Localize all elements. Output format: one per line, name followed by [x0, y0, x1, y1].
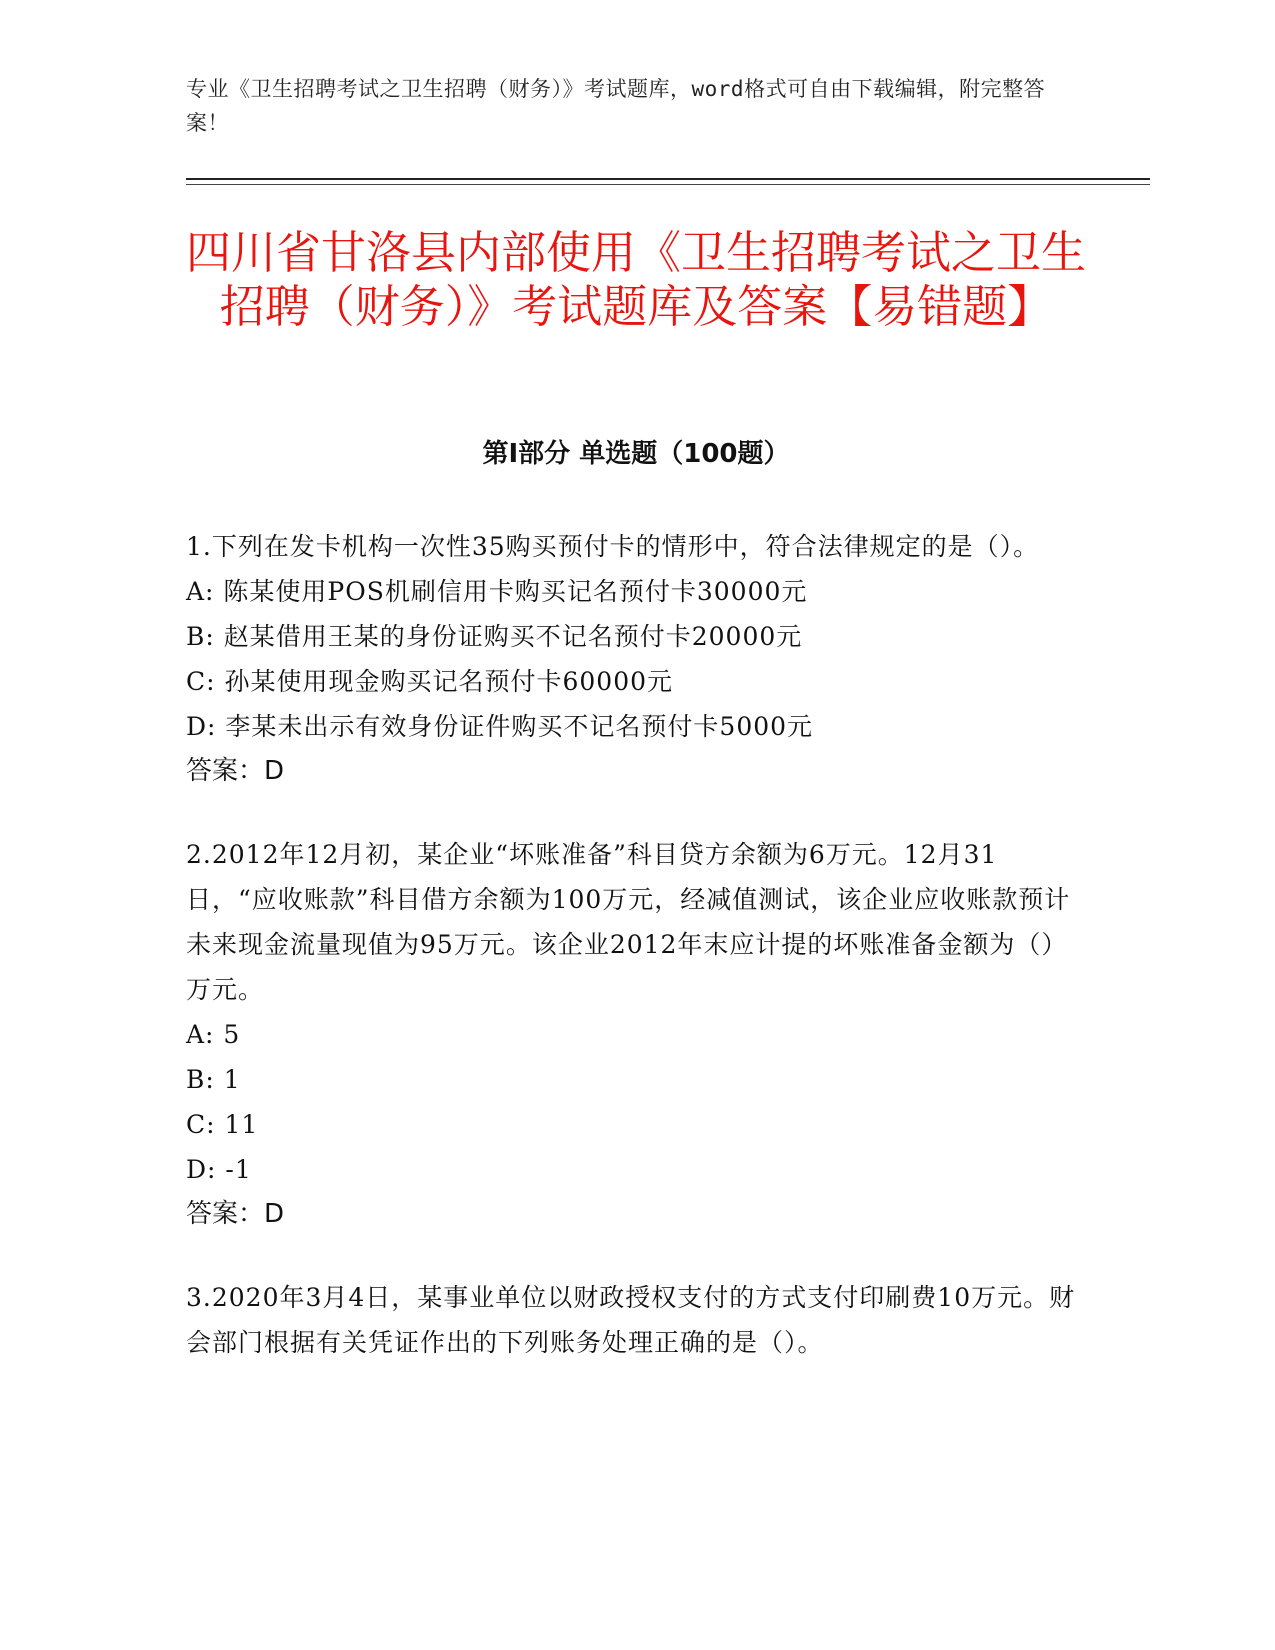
document-title: 四川省甘洛县内部使用《卫生招聘考试之卫生招聘（财务）》考试题库及答案【易错题】 — [186, 226, 1087, 333]
option-c: C: 11 — [186, 1110, 259, 1139]
question-2 — [186, 832, 1086, 1237]
question-3 — [186, 1275, 1086, 1365]
option-a: A: 陈某使用POS机刷信用卡购买记名预付卡30000元 — [186, 577, 808, 606]
question-list — [186, 524, 1086, 1403]
option-c: C: 孙某使用现金购买记名预付卡60000元 — [186, 667, 674, 696]
option-d: D: -1 — [186, 1155, 252, 1184]
option-d: D: 李某未出示有效身份证件购买不记名预付卡5000元 — [186, 712, 814, 741]
question-1 — [186, 524, 1086, 794]
header-divider-thin — [186, 184, 1150, 185]
answer: 答案：D — [186, 1199, 285, 1229]
option-b: B: 1 — [186, 1065, 241, 1094]
answer: 答案：D — [186, 756, 285, 786]
header-note: 专业《卫生招聘考试之卫生招聘（财务）》考试题库，word格式可自由下载编辑，附完整答案！ — [186, 77, 1046, 135]
question-stem: 1.下列在发卡机构一次性35购买预付卡的情形中，符合法律规定的是（）。 — [186, 532, 1040, 561]
option-a: A: 5 — [186, 1020, 241, 1049]
option-b: B: 赵某借用王某的身份证购买不记名预付卡20000元 — [186, 622, 803, 651]
question-stem: 2.2012年12月初，某企业“坏账准备”科目贷方余额为6万元。12月31日，“应收账款”科目借方余额为100万元，经减值测试，该企业应收账款预计未来现金流量现值为95万元。该企业2012年末应计提的坏账准备金额为（）万元。 — [186, 840, 1071, 1004]
question-stem: 3.2020年3月4日，某事业单位以财政授权支付的方式支付印刷费10万元。财会部门根据有关凭证作出的下列账务处理正确的是（）。 — [186, 1283, 1076, 1357]
section-title: 第I部分 单选题（100题） — [482, 439, 790, 469]
header-divider-thick — [186, 178, 1150, 180]
